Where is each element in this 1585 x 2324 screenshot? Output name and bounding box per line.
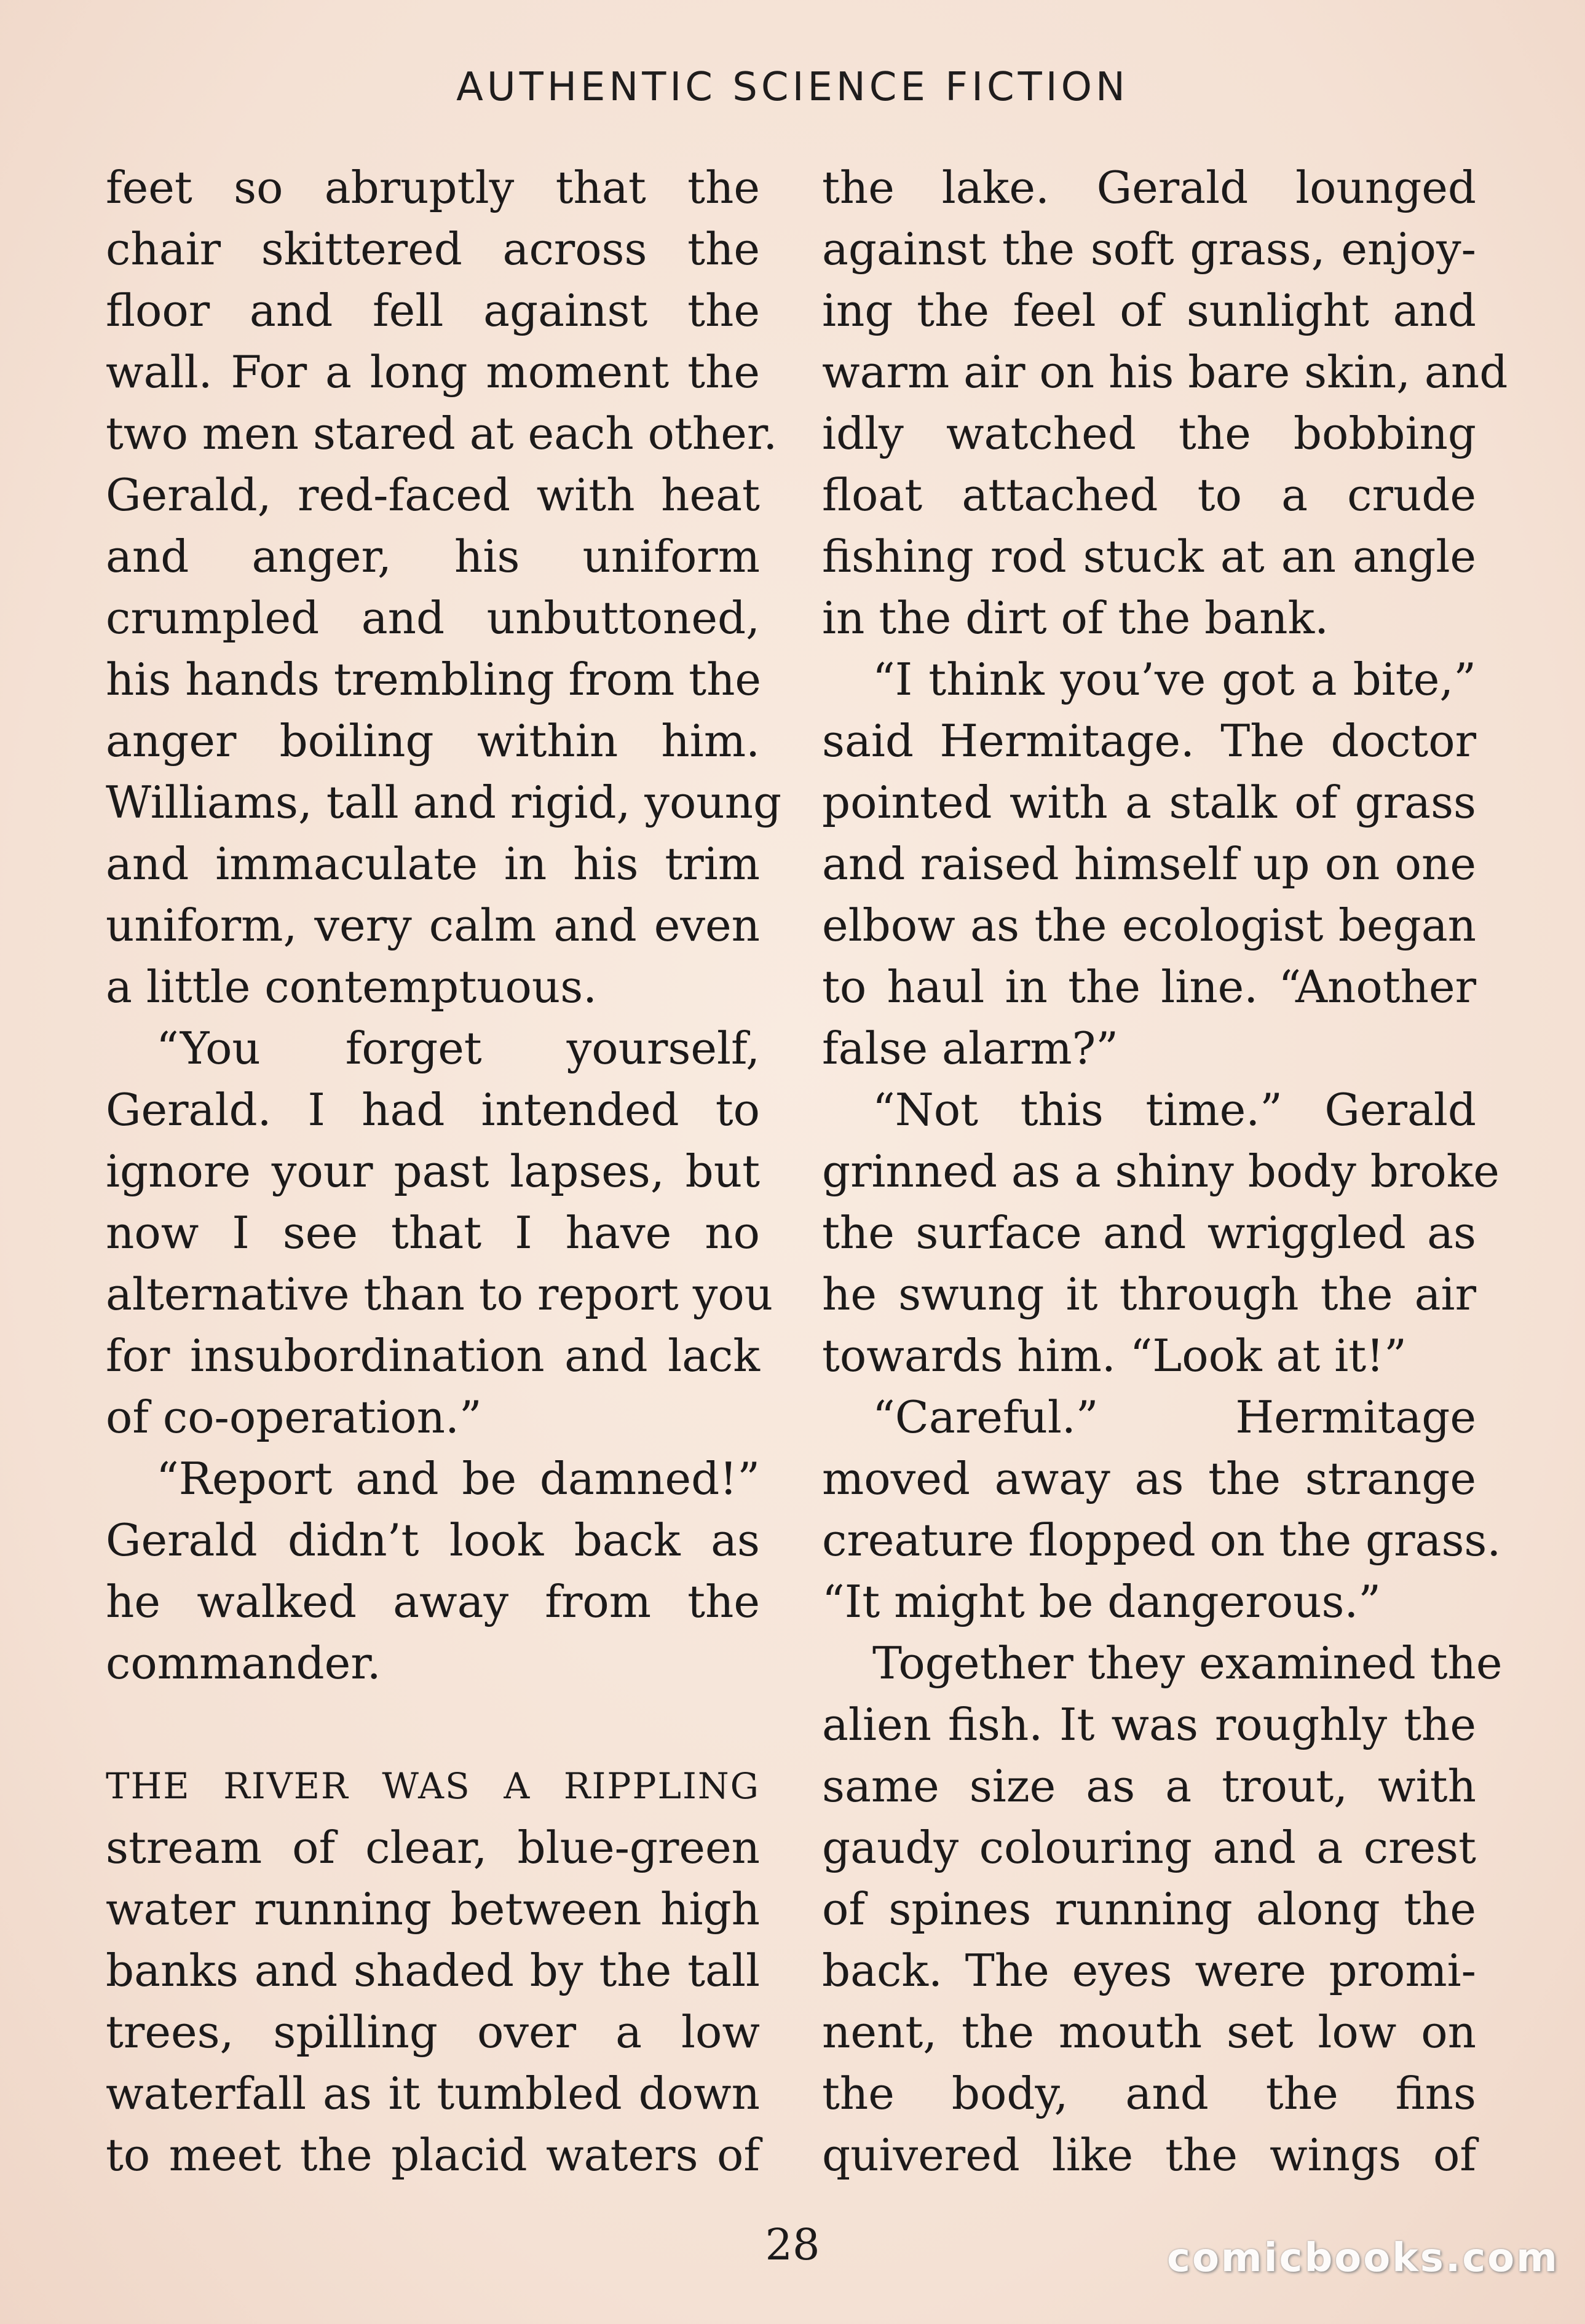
text-line: chair skittered across the xyxy=(106,223,760,275)
text-line: alternative than to report you xyxy=(106,1268,773,1320)
text-line: trees, spilling over a low xyxy=(106,2006,760,2058)
text-line: “Report and be damned!” xyxy=(156,1453,760,1504)
text-line: he swung it through the air xyxy=(822,1268,1476,1320)
text-line: “It might be dangerous.” xyxy=(822,1576,1381,1627)
text-line: Gerald didn’t look back as xyxy=(106,1514,760,1566)
text-line: moved away as the strange xyxy=(822,1453,1476,1504)
text-line: same size as a trout, with xyxy=(822,1760,1476,1812)
text-line: waterfall as it tumbled down xyxy=(106,2068,760,2119)
text-line: idly watched the bobbing xyxy=(822,408,1476,459)
text-line: water running between high xyxy=(106,1883,760,1935)
text-line: and raised himself up on one xyxy=(822,838,1476,890)
section-opening-line: THE RIVER WAS A RIPPLING xyxy=(106,1765,760,1807)
section-break xyxy=(106,1694,760,1755)
text-line: now I see that I have no xyxy=(106,1207,760,1259)
watermark-logo: comicbooks.com xyxy=(1167,2235,1559,2281)
text-line: of spines running along the xyxy=(822,1883,1476,1935)
text-line: elbow as the ecologist began xyxy=(822,899,1476,951)
text-line: Together they examined the xyxy=(872,1637,1503,1689)
text-line: feet so abruptly that the xyxy=(106,162,760,213)
text-line: a little contemptuous. xyxy=(106,961,598,1013)
page-number: 28 xyxy=(765,2219,820,2270)
text-line: “Careful.” Hermitage xyxy=(872,1391,1476,1443)
text-line: Gerald. I had intended to xyxy=(106,1084,760,1136)
text-line: creature flopped on the grass. xyxy=(822,1514,1501,1566)
text-line: against the soft grass, enjoy- xyxy=(822,223,1476,275)
text-line: alien fish. It was roughly the xyxy=(822,1699,1476,1750)
right-text-column xyxy=(822,157,1508,2186)
text-line: his hands trembling from the xyxy=(106,654,762,705)
text-line: floor and fell against the xyxy=(106,285,760,336)
text-line: wall. For a long moment the xyxy=(106,346,760,398)
text-line: the surface and wriggled as xyxy=(822,1207,1476,1259)
text-line: Williams, tall and rigid, young xyxy=(106,777,782,828)
text-line: grinned as a shiny body broke xyxy=(822,1145,1500,1197)
left-text-column xyxy=(106,157,782,2186)
text-line: back. The eyes were promi- xyxy=(822,1945,1476,1996)
text-line: for insubordination and lack xyxy=(106,1330,760,1381)
text-line: anger boiling within him. xyxy=(106,715,760,767)
text-line: warm air on his bare skin, and xyxy=(822,346,1508,398)
text-line: quivered like the wings of xyxy=(822,2129,1476,2181)
text-line: stream of clear, blue-green xyxy=(106,1822,760,1873)
text-line: pointed with a stalk of grass xyxy=(822,777,1476,828)
text-line: crumpled and unbuttoned, xyxy=(106,592,760,644)
text-line: false alarm?” xyxy=(822,1022,1119,1074)
text-line: two men stared at each other. xyxy=(106,408,778,459)
text-line: uniform, very calm and even xyxy=(106,899,760,951)
text-line: “You forget yourself, xyxy=(156,1022,760,1074)
text-line: float attached to a crude xyxy=(822,469,1476,521)
text-line: towards him. “Look at it!” xyxy=(822,1330,1407,1381)
text-line: nent, the mouth set low on xyxy=(822,2006,1476,2058)
text-line: ignore your past lapses, but xyxy=(106,1145,760,1197)
text-line: commander. xyxy=(106,1637,381,1689)
text-line: “Not this time.” Gerald xyxy=(872,1084,1476,1136)
text-line: the body, and the fins xyxy=(822,2068,1476,2119)
text-line: of co-operation.” xyxy=(106,1391,482,1443)
text-line: gaudy colouring and a crest xyxy=(822,1822,1476,1873)
text-line: to meet the placid waters of xyxy=(106,2129,760,2181)
text-line: Gerald, red-faced with heat xyxy=(106,469,760,521)
text-line: and anger, his uniform xyxy=(106,531,760,582)
text-line: ing the feel of sunlight and xyxy=(822,285,1476,336)
running-head: AUTHENTIC SCIENCE FICTION xyxy=(456,65,1129,110)
text-line: banks and shaded by the tall xyxy=(106,1945,760,1996)
text-line: fishing rod stuck at an angle xyxy=(822,531,1476,582)
text-line: said Hermitage. The doctor xyxy=(822,715,1476,767)
text-line: the lake. Gerald lounged xyxy=(822,162,1476,213)
text-line: he walked away from the xyxy=(106,1576,760,1627)
text-line: “I think you’ve got a bite,” xyxy=(872,654,1476,705)
text-line: to haul in the line. “Another xyxy=(822,961,1476,1013)
text-line: in the dirt of the bank. xyxy=(822,592,1329,644)
text-line: and immaculate in his trim xyxy=(106,838,760,890)
